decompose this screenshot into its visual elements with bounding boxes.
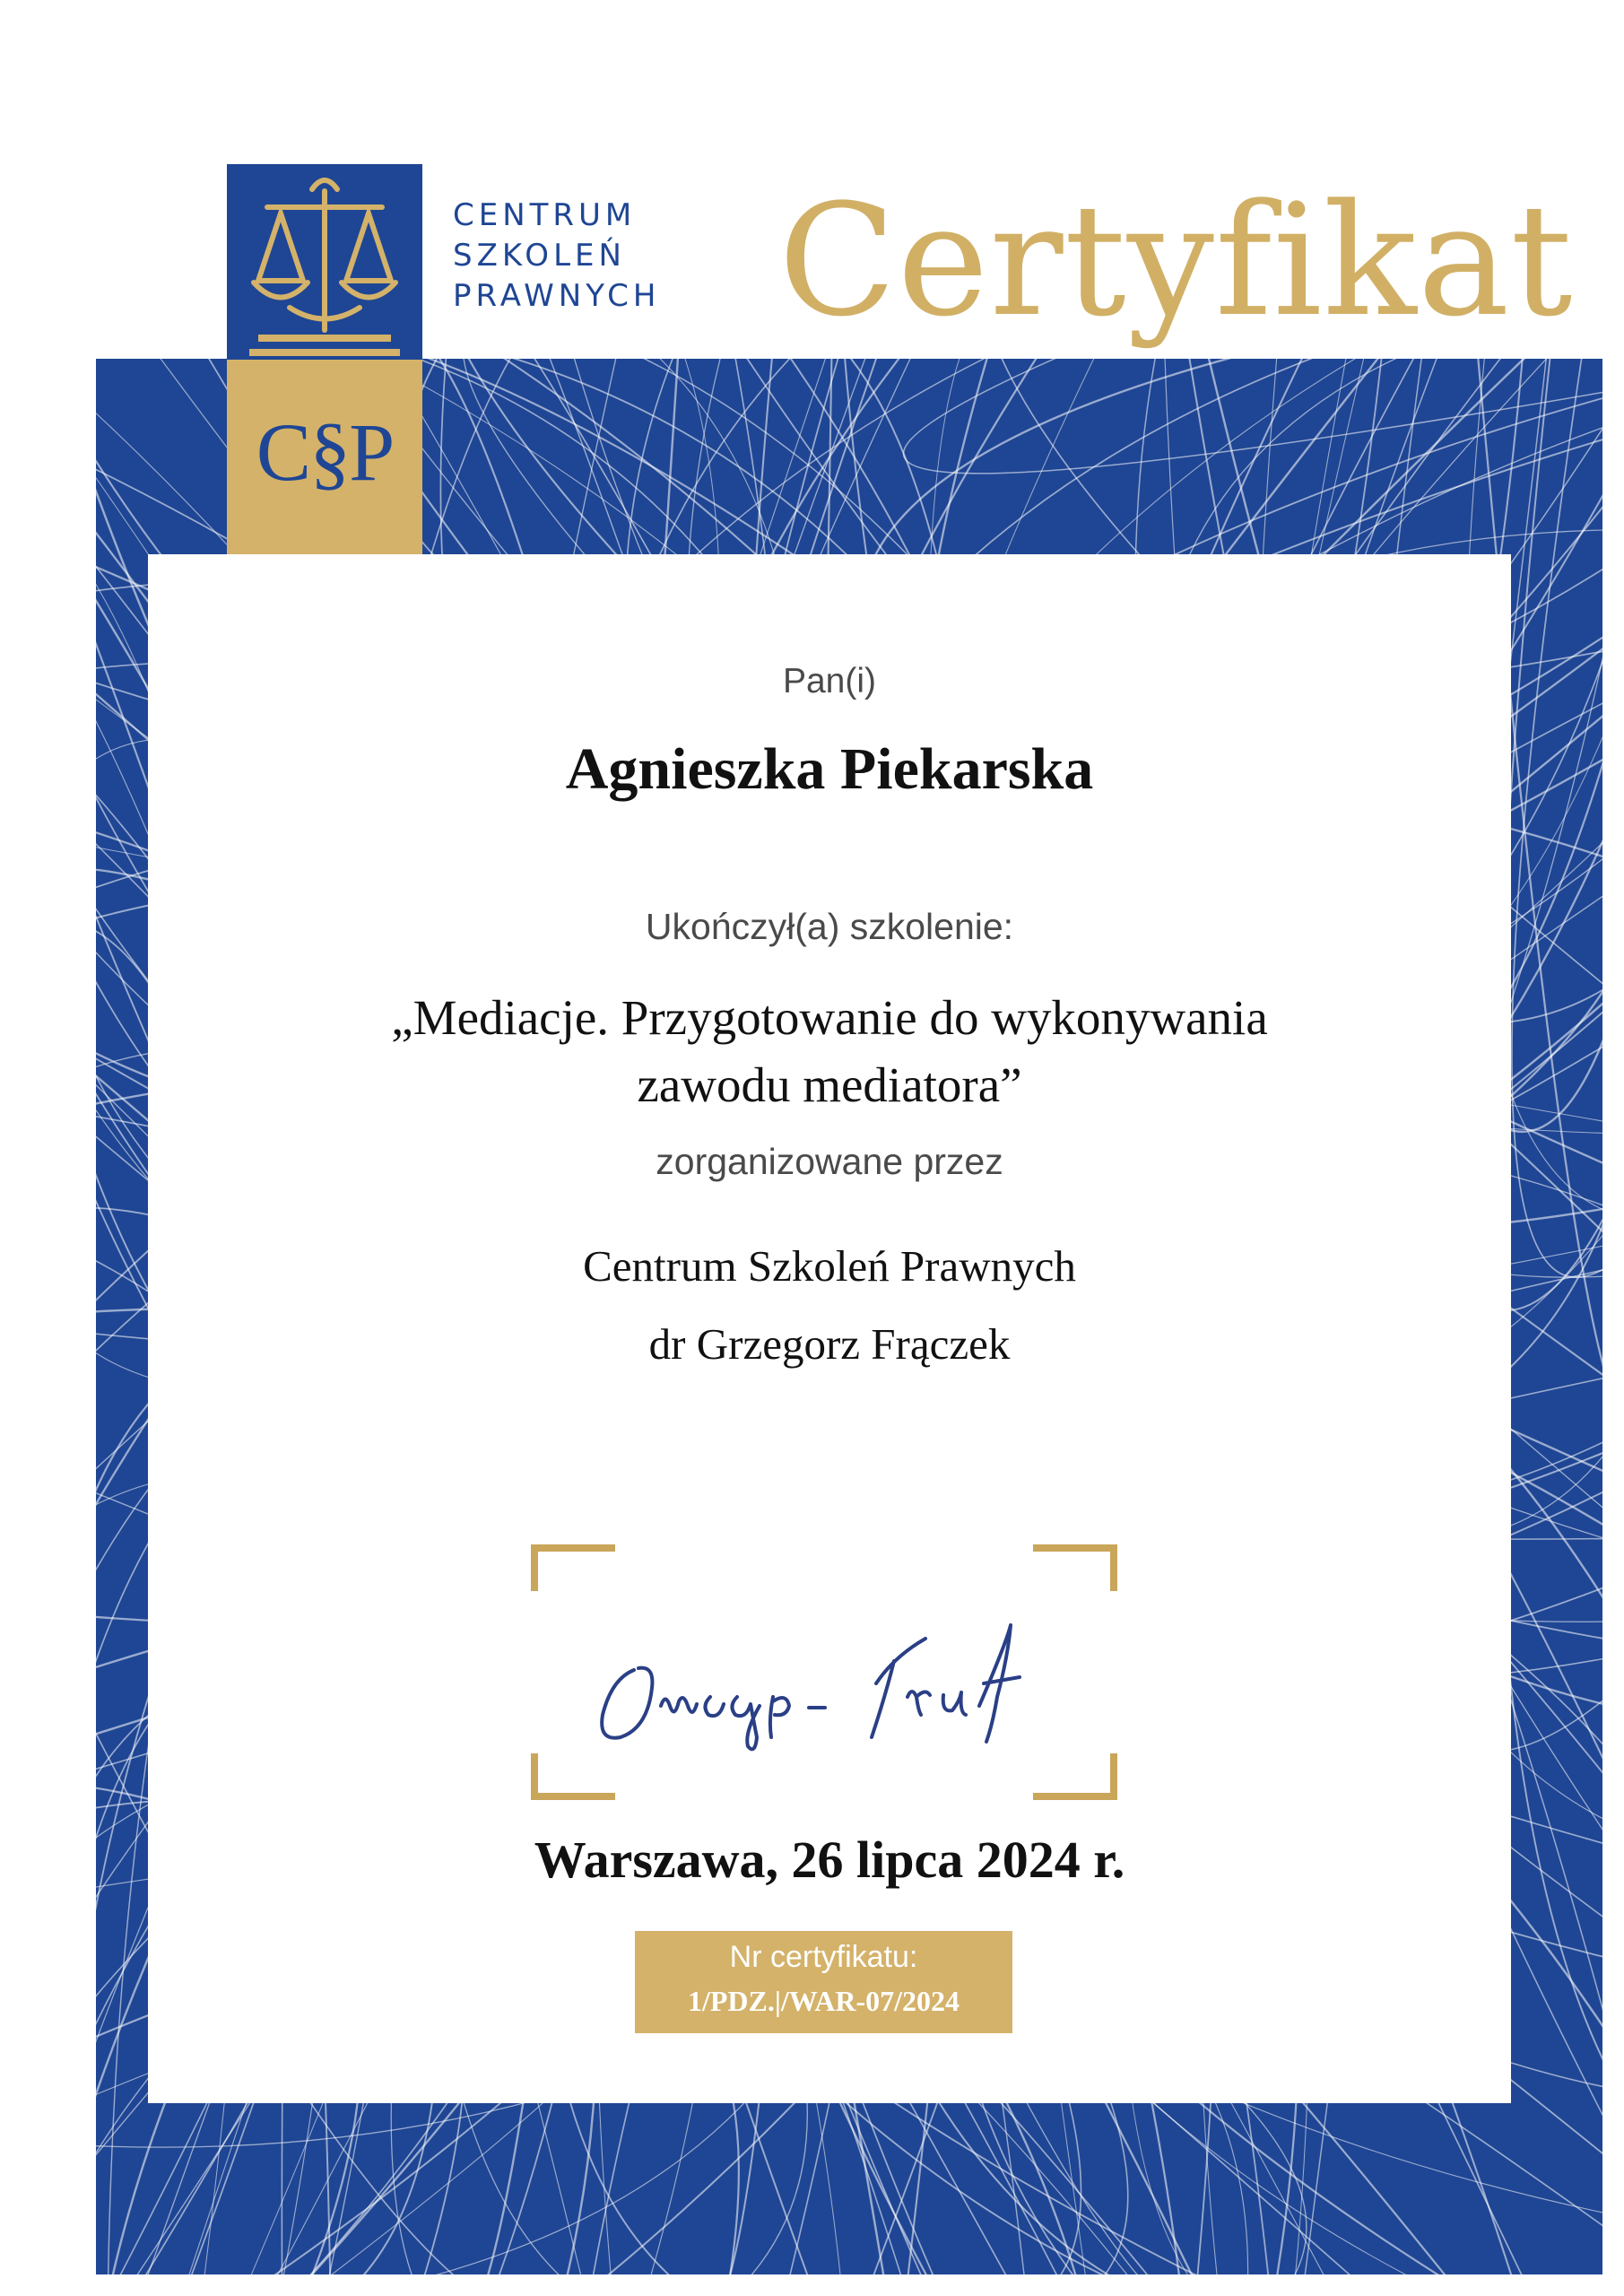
certificate-title: Certyfikat <box>778 170 1574 351</box>
certificate-number-badge <box>635 1931 1012 2033</box>
logo-emblem <box>227 164 422 360</box>
logo-text-line1: CENTRUM <box>453 197 637 233</box>
signature-area <box>531 1544 1117 1800</box>
certificate-number-label: Nr certyfikatu: <box>729 1940 918 1974</box>
pattern-line <box>904 359 1602 474</box>
logo-monogram-block <box>227 360 422 554</box>
organizer-person: dr Grzegorz Frączek <box>648 1319 1011 1369</box>
course-title-line2: zawodu mediatora” <box>637 1057 1022 1112</box>
handwritten-signature <box>585 1571 1069 1778</box>
logo-text-line3: PRAWNYCH <box>453 278 661 314</box>
logo-text-line2: SZKOLEŃ <box>453 238 626 274</box>
logo-text <box>453 196 660 317</box>
completed-label: Ukończył(a) szkolenie: <box>645 906 1014 947</box>
certificate-number: 1/PDZ.|/WAR-07/2024 <box>687 1985 960 2017</box>
salutation: Pan(i) <box>782 662 877 700</box>
organizer-name: Centrum Szkoleń Prawnych <box>583 1241 1076 1291</box>
place-and-date: Warszawa, 26 lipca 2024 r. <box>534 1831 1125 1889</box>
recipient-name: Agnieszka Piekarska <box>565 736 1094 802</box>
organized-by-label: zorganizowane przez <box>656 1141 1003 1182</box>
scales-of-justice-icon <box>227 164 422 360</box>
course-title-line1: „Mediacje. Przygotowanie do wykonywania <box>391 990 1268 1045</box>
logo-monogram: C§P <box>256 406 394 498</box>
